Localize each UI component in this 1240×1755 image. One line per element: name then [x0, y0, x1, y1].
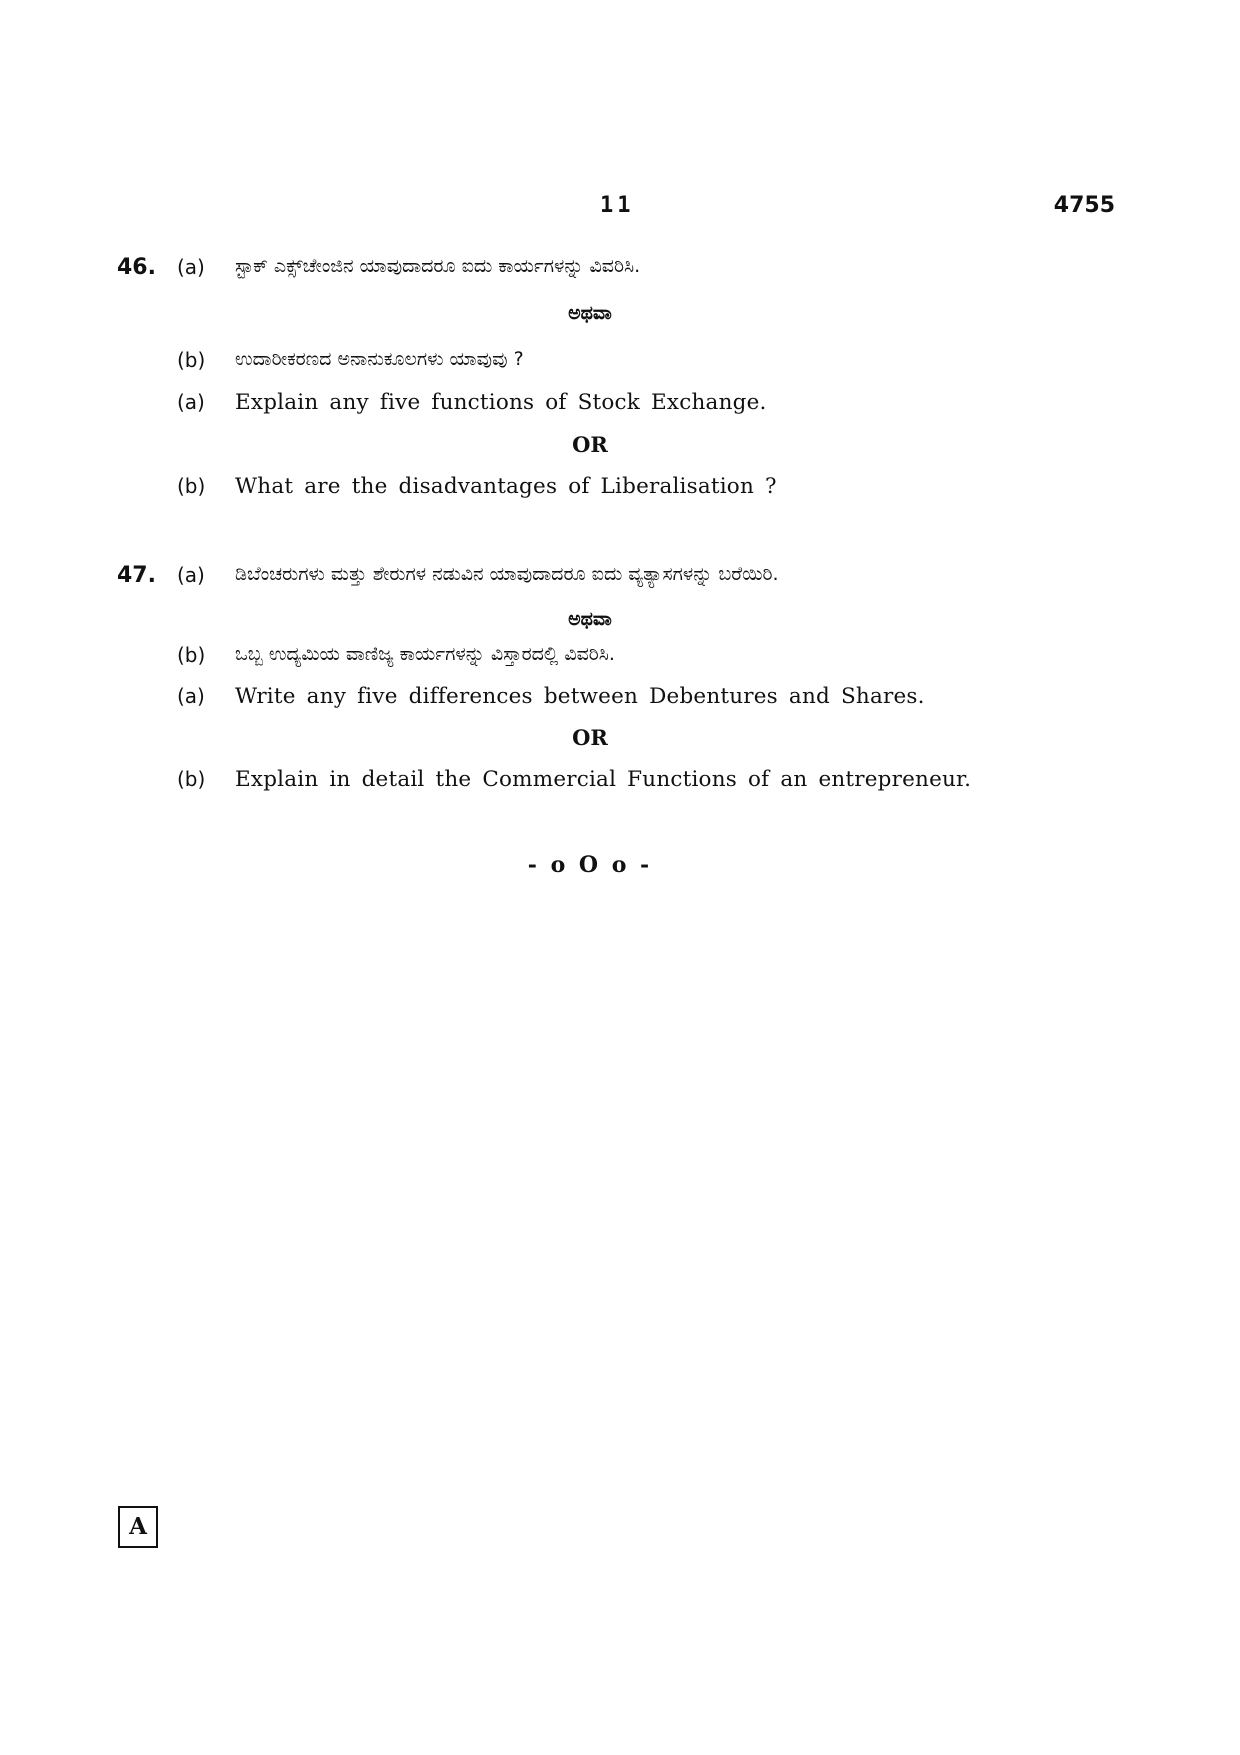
question-text: ಒಬ್ಬ ಉದ್ಯಮಿಯ ವಾಣಿಜ್ಯ ಕಾರ್ಯಗಳನ್ನು ವಿಸ್ತಾರದಲ್ಲಿ ವಿವರಿಸಿ.: [235, 643, 615, 665]
or-divider: OR: [572, 725, 608, 750]
part-label: (b): [177, 474, 206, 498]
question-47-kn-b: [0, 643, 1240, 677]
question-text: ಉದಾರೀಕರಣದ ಅನಾನುಕೂಲಗಳು ಯಾವುವು ?: [235, 348, 524, 370]
part-label: (b): [177, 643, 206, 667]
paper-code: 4755: [1053, 193, 1115, 218]
part-label: (b): [177, 767, 206, 791]
page-header: [0, 193, 1240, 223]
question-47-kn-a: [0, 563, 1240, 597]
part-label: (a): [177, 390, 205, 414]
part-label: (a): [177, 563, 205, 587]
question-47-en-b: [0, 767, 1240, 801]
question-46-kn-or: [0, 302, 1240, 336]
question-text: What are the disadvantages of Liberalisation ?: [235, 474, 777, 499]
question-46-en-or: [0, 432, 1240, 466]
question-text: Explain in detail the Commercial Functions of an entrepreneur.: [235, 767, 972, 792]
page-number: 11: [600, 193, 635, 218]
question-46-kn-a: [0, 255, 1240, 289]
question-47-en-a: [0, 684, 1240, 718]
question-46-en-b: [0, 474, 1240, 508]
version-box: A: [118, 1506, 158, 1548]
question-number: 46.: [117, 255, 156, 280]
question-text: Explain any five functions of Stock Exchange.: [235, 390, 767, 415]
question-47-en-or: [0, 725, 1240, 759]
question-text: ಸ್ಟಾಕ್ ಎಕ್ಸ್‌ಚೇಂಜಿನ ಯಾವುದಾದರೂ ಐದು ಕಾರ್ಯಗಳನ್ನು ವಿವರಿಸಿ.: [235, 255, 641, 277]
question-47-kn-or: [0, 608, 1240, 642]
part-label: (b): [177, 348, 206, 372]
question-text: ಡಿಬೆಂಚರುಗಳು ಮತ್ತು ಶೇರುಗಳ ನಡುವಿನ ಯಾವುದಾದರೂ ಐದು ವ್ಯತ್ಯಾಸಗಳನ್ನು ಬರೆಯಿರಿ.: [235, 563, 779, 585]
part-label: (a): [177, 684, 205, 708]
or-divider: OR: [572, 432, 608, 457]
question-text: Write any five differences between Debentures and Shares.: [235, 684, 925, 709]
question-46-kn-b: [0, 348, 1240, 382]
question-46-en-a: [0, 390, 1240, 424]
part-label: (a): [177, 255, 205, 279]
or-divider: ಅಥವಾ: [568, 302, 612, 324]
or-divider: ಅಥವಾ: [568, 608, 612, 630]
end-of-paper-mark: - o O o -: [527, 852, 653, 878]
question-number: 47.: [117, 563, 156, 588]
